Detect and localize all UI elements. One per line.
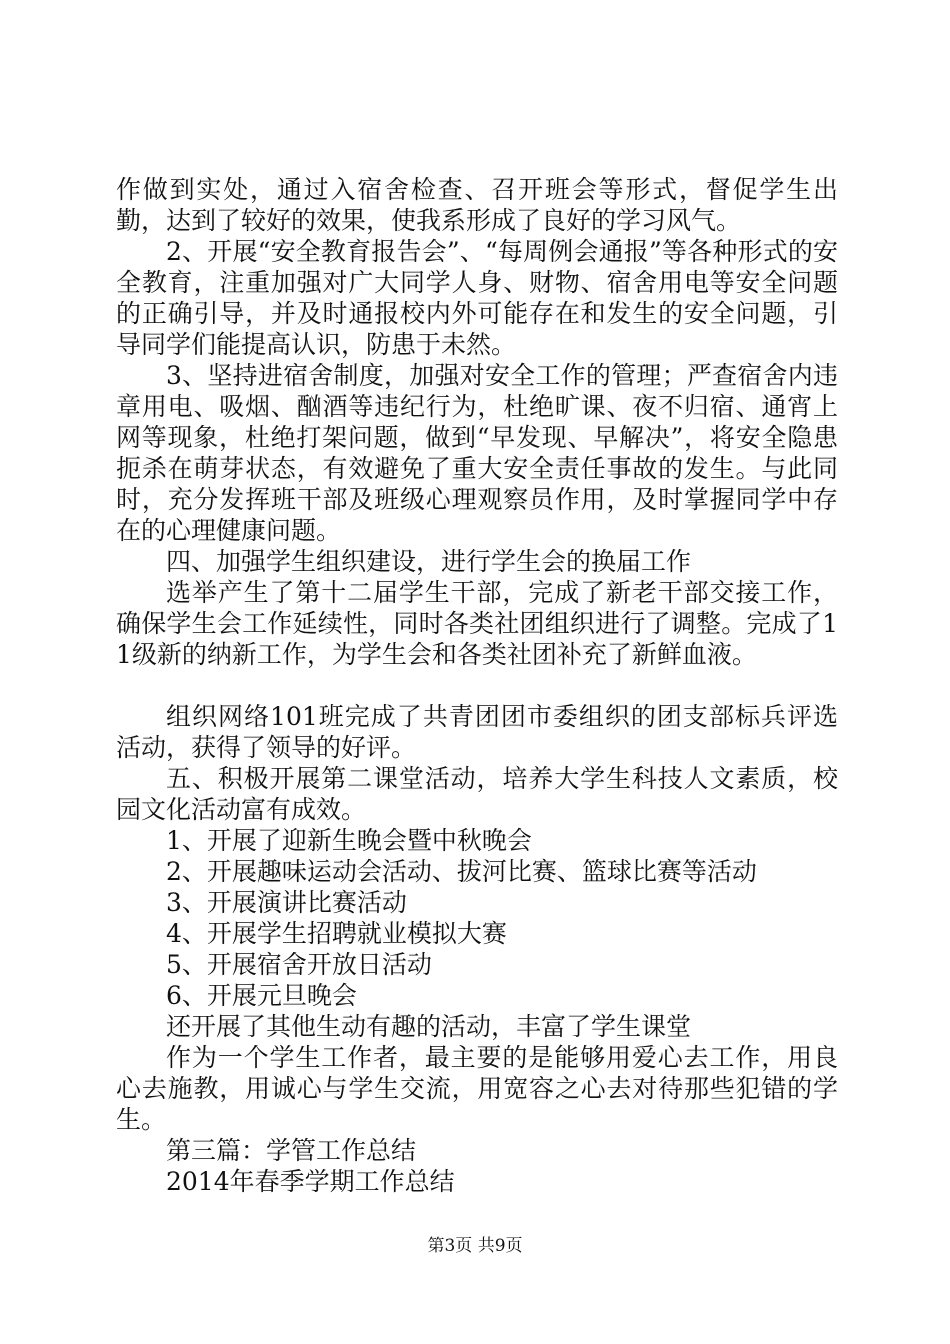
paragraph-item-2-safety-education: 2、开展“安全教育报告会”、“每周例会通报”等各种形式的安全教育，注重加强对广大同学人身、财物、宿舍用电等安全问题的正确引导，并及时通报校内外可能存在和发生的安全问题，引导同学们能提高认识，防患于未然。 (116, 237, 838, 359)
section-heading-four: 四、加强学生组织建设，进行学生会的换届工作 (166, 547, 692, 576)
list-item-1: 1、开展了迎新生晚会暨中秋晚会 (166, 826, 532, 855)
paragraph-student-worker: 作为一个学生工作者，最主要的是能够用爱心去工作，用良心去施教，用诚心与学生交流，用宽容之心去对待那些犯错的学生。 (116, 1043, 838, 1134)
list-item-6: 6、开展元旦晚会 (166, 981, 357, 1010)
list-item-2: 2、开展趣味运动会活动、拔河比赛、篮球比赛等活动 (166, 857, 757, 886)
blank-line (116, 670, 838, 701)
paragraph-network-class: 组织网络101班完成了共青团团市委组织的团支部标兵评选活动，获得了领导的好评。 (116, 702, 838, 762)
section-heading-five: 五、积极开展第二课堂活动，培养大学生科技人文素质，校园文化活动富有成效。 (116, 764, 838, 824)
chapter-subtitle: 2014年春季学期工作总结 (166, 1167, 455, 1196)
chapter-heading-three: 第三篇：学管工作总结 (166, 1136, 417, 1165)
paragraph-continuation: 作做到实处，通过入宿舍检查、召开班会等形式，督促学生出勤，达到了较好的效果，使我系形成了良好的学习风气。 (116, 175, 838, 235)
list-item-4: 4、开展学生招聘就业模拟大赛 (166, 919, 507, 948)
paragraph-item-3-dorm-system: 3、坚持进宿舍制度，加强对安全工作的管理；严查宿舍内违章用电、吸烟、酗酒等违纪行为，杜绝旷课、夜不归宿、通宵上网等现象，杜绝打架问题，做到“早发现、早解决”，将安全隐患扼杀在萌芽状态，有效避免了重大安全责任事故的发生。与此同时，充分发挥班干部及班级心理观察员作用，及时掌握同学中存在的心理健康问题。 (116, 361, 838, 545)
list-item-3: 3、开展演讲比赛活动 (166, 888, 407, 917)
page-number-footer: 第3页 共9页 (427, 1236, 523, 1256)
document-body (116, 174, 838, 1197)
list-item-5: 5、开展宿舍开放日活动 (166, 950, 432, 979)
paragraph-student-union-election: 选举产生了第十二届学生干部，完成了新老干部交接工作，确保学生会工作延续性，同时各类社团组织进行了调整。完成了11级新的纳新工作，为学生会和各类社团补充了新鲜血液。 (116, 578, 838, 669)
paragraph-other-activities: 还开展了其他生动有趣的活动，丰富了学生课堂 (166, 1012, 692, 1041)
